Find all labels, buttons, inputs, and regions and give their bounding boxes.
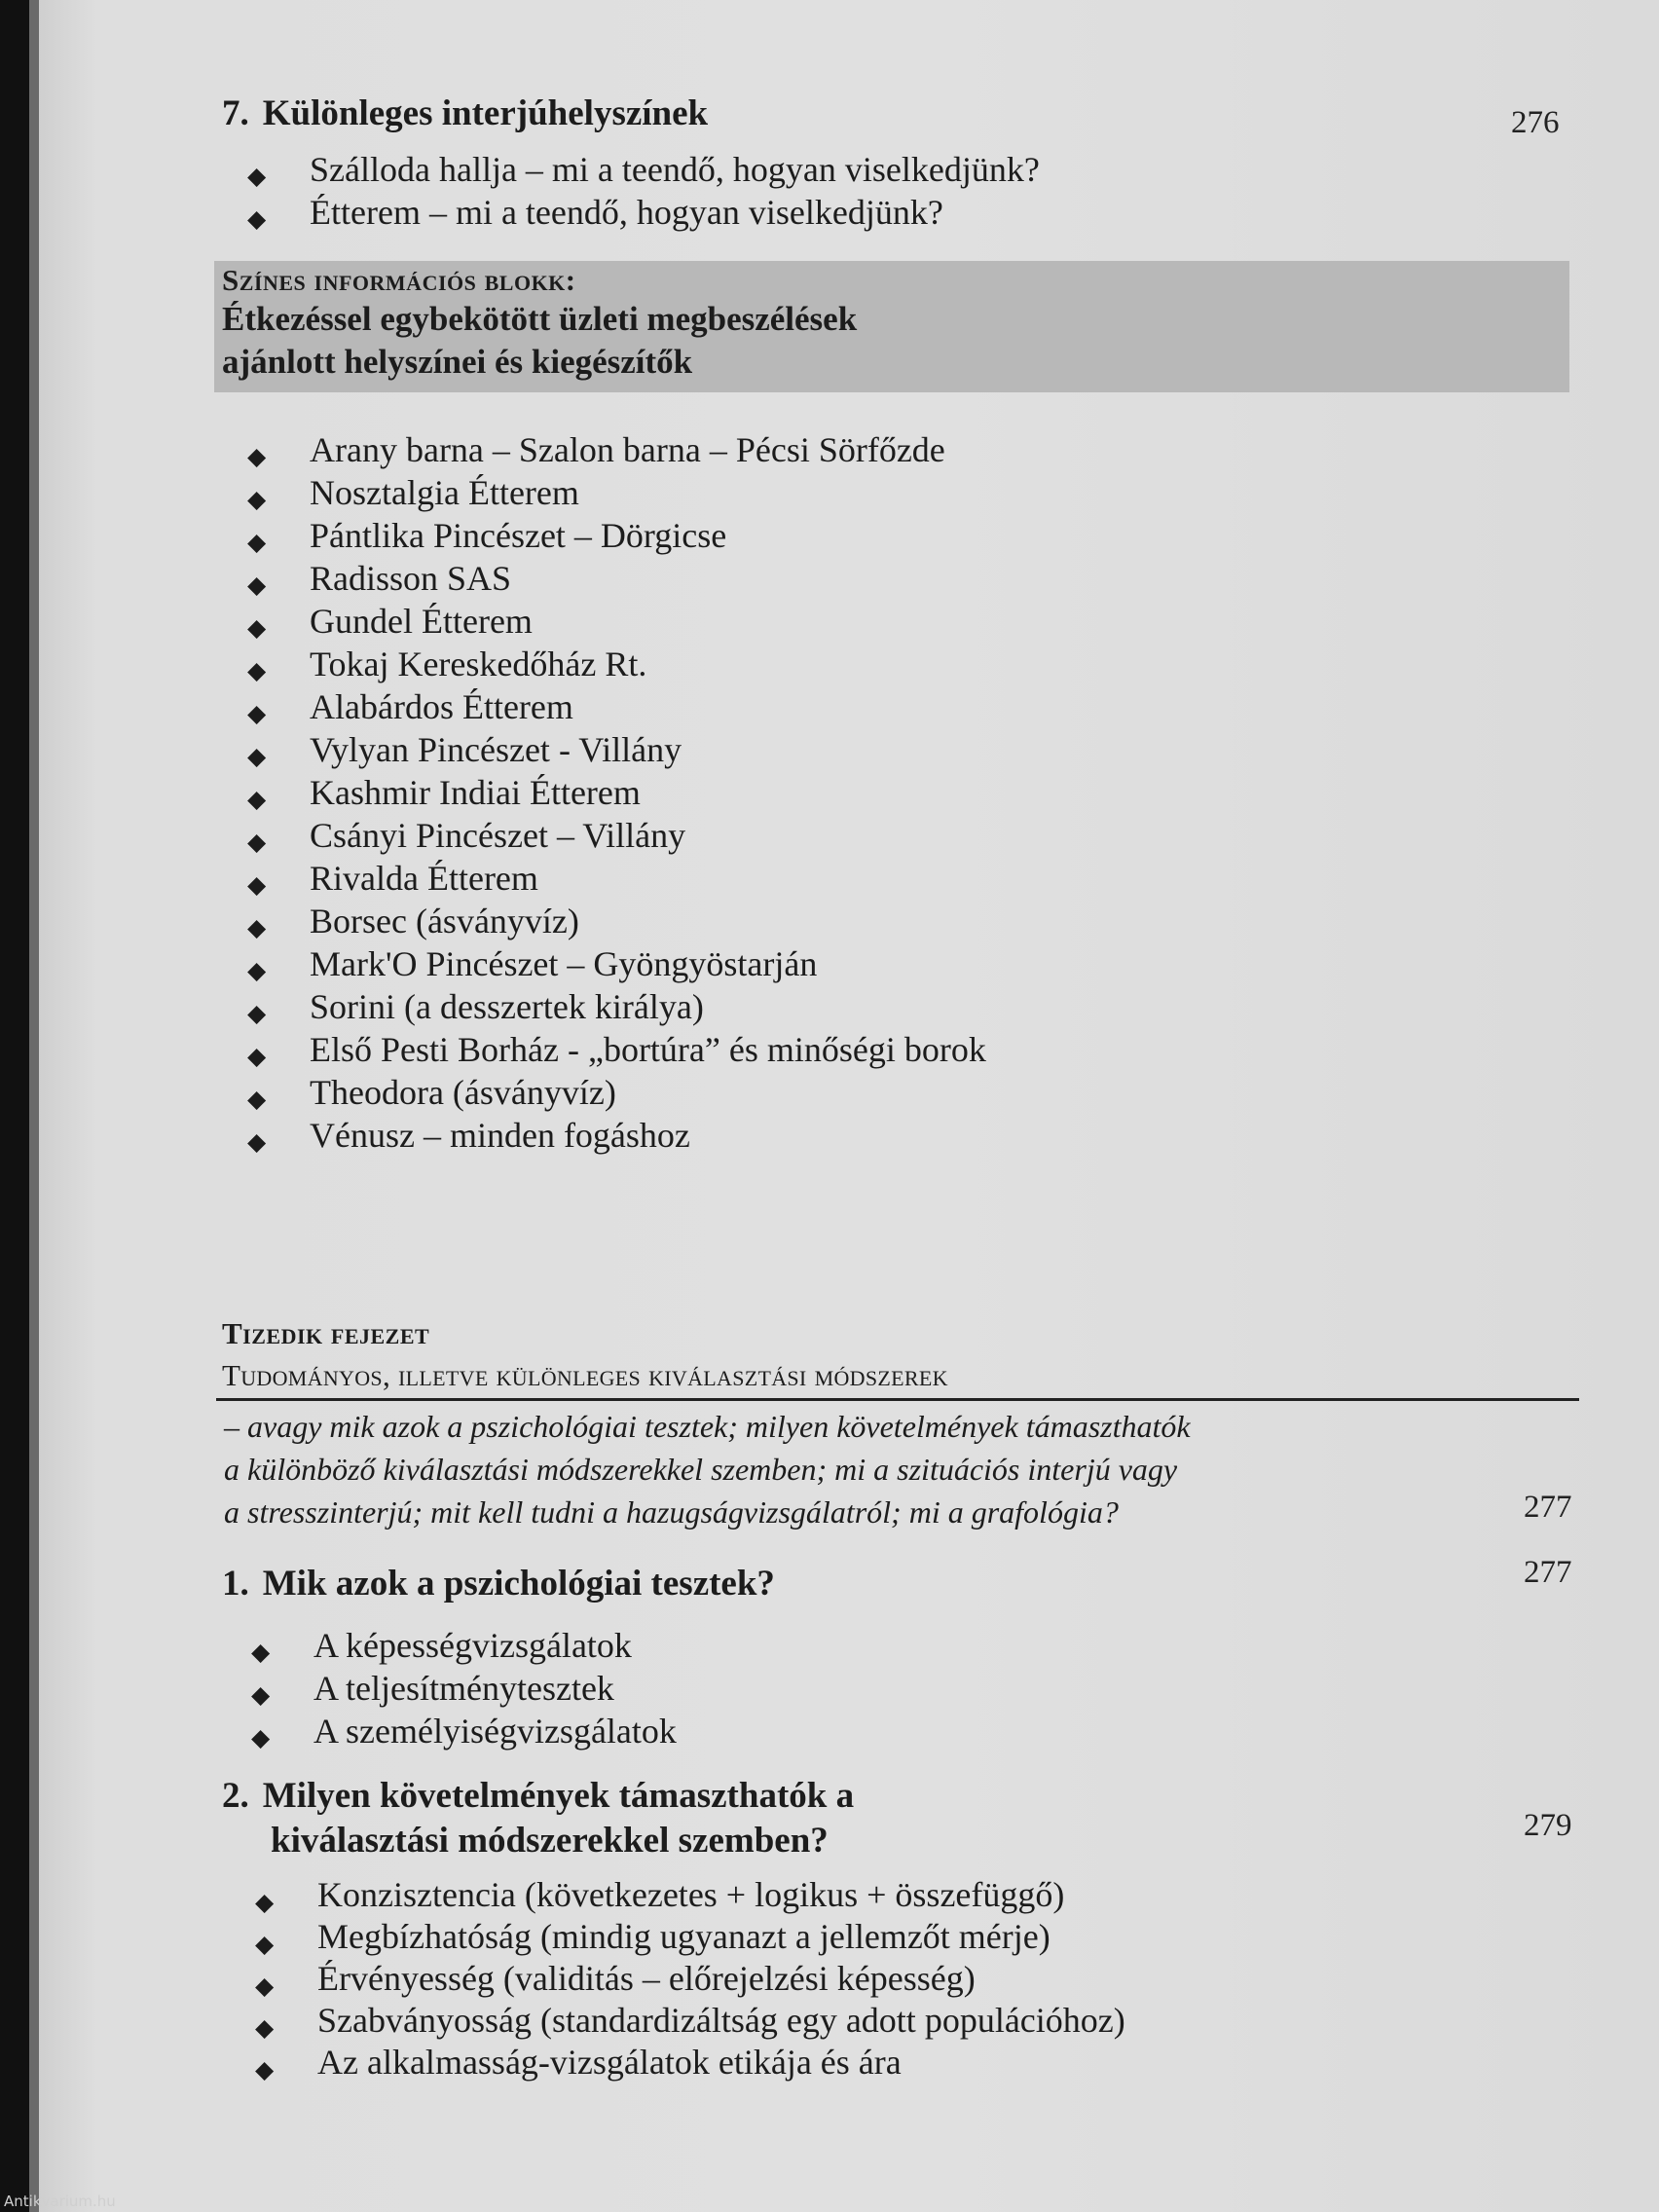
list-item: ◆ A személyiségvizsgálatok [276,1710,677,1752]
diamond-bullet-icon: ◆ [255,2015,275,2042]
diamond-bullet-icon: ◆ [255,2057,275,2083]
diamond-bullet-icon: ◆ [247,1129,267,1156]
list-item: ◆ Vylyan Pincészet - Villány [273,728,986,771]
diamond-bullet-icon: ◆ [247,164,267,190]
list-item: ◆ Tokaj Kereskedőház Rt. [273,643,986,685]
chapter-intro-line-3: a stresszinterjú; mit kell tudni a hazugságvizsgálatról; mi a grafológia? [224,1494,1119,1530]
list-item: ◆ Sorini (a desszertek királya) [273,985,986,1028]
diamond-bullet-icon: ◆ [247,701,267,727]
diamond-bullet-icon: ◆ [255,1932,275,1958]
diamond-bullet-icon: ◆ [255,1973,275,2000]
section-2-number: 2. [222,1776,249,1816]
diamond-bullet-icon: ◆ [251,1725,271,1751]
chapter-intro [224,1405,1295,1533]
list-item: ◆ Rivalda Étterem [273,857,986,900]
list-item: ◆ Arany barna – Szalon barna – Pécsi Sörfőzde [273,428,986,471]
section-2-title-line-1: Milyen követelmények támaszthatók a [262,1776,855,1816]
info-block-kicker: Színes információs blokk: [222,263,576,297]
diamond-bullet-icon: ◆ [247,206,267,233]
section-7-heading [222,92,708,134]
section-1-page: 277 [1524,1555,1572,1590]
diamond-bullet-icon: ◆ [247,1044,267,1070]
diamond-bullet-icon: ◆ [247,830,267,856]
section-7-title: Különleges interjúhelyszínek [262,93,709,133]
info-block-list [247,428,986,1157]
list-item: ◆ Csányi Pincészet – Villány [273,814,986,857]
section-7-page: 276 [1511,105,1560,140]
diamond-bullet-icon: ◆ [247,658,267,684]
section-1-heading [222,1563,775,1604]
list-item: ◆ Étterem – mi a teendő, hogyan viselkedjünk? [273,191,1040,234]
diamond-bullet-icon: ◆ [251,1682,271,1709]
list-item: ◆ Első Pesti Borház - „bortúra” és minőségi borok [273,1028,986,1071]
list-item: ◆ Konzisztencia (következetes + logikus + összefüggő) [280,1874,1125,1916]
list-item: ◆ Mark'O Pincészet – Gyöngyöstarján [273,942,986,985]
list-item: ◆ Kashmir Indiai Étterem [273,771,986,814]
section-1-number: 1. [222,1564,249,1604]
list-item: ◆ Alabárdos Étterem [273,685,986,728]
chapter-intro-page: 277 [1524,1490,1572,1525]
list-item: ◆ Szálloda hallja – mi a teendő, hogyan viselkedjünk? [273,148,1040,191]
list-item: ◆ Pántlika Pincészet – Dörgicse [273,514,986,557]
diamond-bullet-icon: ◆ [247,487,267,513]
section-1-list [251,1624,677,1752]
page-edge [29,0,39,2212]
chapter-label: Tizedik fejezet [222,1316,430,1350]
section-7-number: 7. [222,93,249,133]
chapter-title: Tudományos, illetve különleges kiválasztási módszerek [222,1358,948,1392]
section-1-title: Mik azok a pszichológiai tesztek? [262,1564,775,1604]
diamond-bullet-icon: ◆ [247,1087,267,1113]
list-item: ◆ Nosztalgia Étterem [273,471,986,514]
diamond-bullet-icon: ◆ [251,1640,271,1666]
list-item: ◆ Theodora (ásványvíz) [273,1071,986,1114]
list-item: ◆ Borsec (ásványvíz) [273,900,986,942]
section-2-page: 279 [1524,1808,1572,1843]
list-item: ◆ Az alkalmasság-vizsgálatok etikája és ára [280,2042,1125,2083]
book-spine-shadow [0,0,29,2212]
list-item: ◆ Vénusz – minden fogáshoz [273,1114,986,1157]
chapter-intro-line-1: – avagy mik azok a pszichológiai tesztek; milyen követelmények támaszthatók [224,1409,1191,1444]
section-2-title-line-2: kiválasztási módszerekkel szemben? [271,1821,829,1861]
diamond-bullet-icon: ◆ [247,615,267,642]
info-block-title-line-2: ajánlott helyszínei és kiegészítők [222,343,693,381]
diamond-bullet-icon: ◆ [247,444,267,470]
diamond-bullet-icon: ◆ [247,958,267,984]
diamond-bullet-icon: ◆ [247,915,267,941]
list-item: ◆ Érvényesség (validitás – előrejelzési képesség) [280,1958,1125,2000]
diamond-bullet-icon: ◆ [247,530,267,556]
list-item: ◆ A képességvizsgálatok [276,1624,677,1667]
diamond-bullet-icon: ◆ [247,787,267,813]
list-item: ◆ Megbízhatóság (mindig ugyanazt a jellemzőt mérje) [280,1916,1125,1958]
chapter-divider [216,1398,1579,1401]
watermark: Antikvarium.hu [4,2193,116,2210]
list-item: ◆ Gundel Étterem [273,600,986,643]
section-2-heading [222,1774,854,1863]
section-2-list [255,1874,1125,2083]
diamond-bullet-icon: ◆ [247,1001,267,1027]
chapter-intro-line-2: a különböző kiválasztási módszerekkel szemben; mi a szituációs interjú vagy [224,1452,1178,1487]
list-item: ◆ A teljesítménytesztek [276,1667,677,1710]
list-item: ◆ Szabványosság (standardizáltság egy adott populációhoz) [280,2000,1125,2042]
section-7-list [247,148,1040,234]
info-block-title-line-1: Étkezéssel egybekötött üzleti megbeszélések [222,300,858,338]
list-item: ◆ Radisson SAS [273,557,986,600]
diamond-bullet-icon: ◆ [247,872,267,899]
diamond-bullet-icon: ◆ [247,572,267,599]
info-block-heading [222,263,857,384]
diamond-bullet-icon: ◆ [255,1890,275,1916]
diamond-bullet-icon: ◆ [247,744,267,770]
